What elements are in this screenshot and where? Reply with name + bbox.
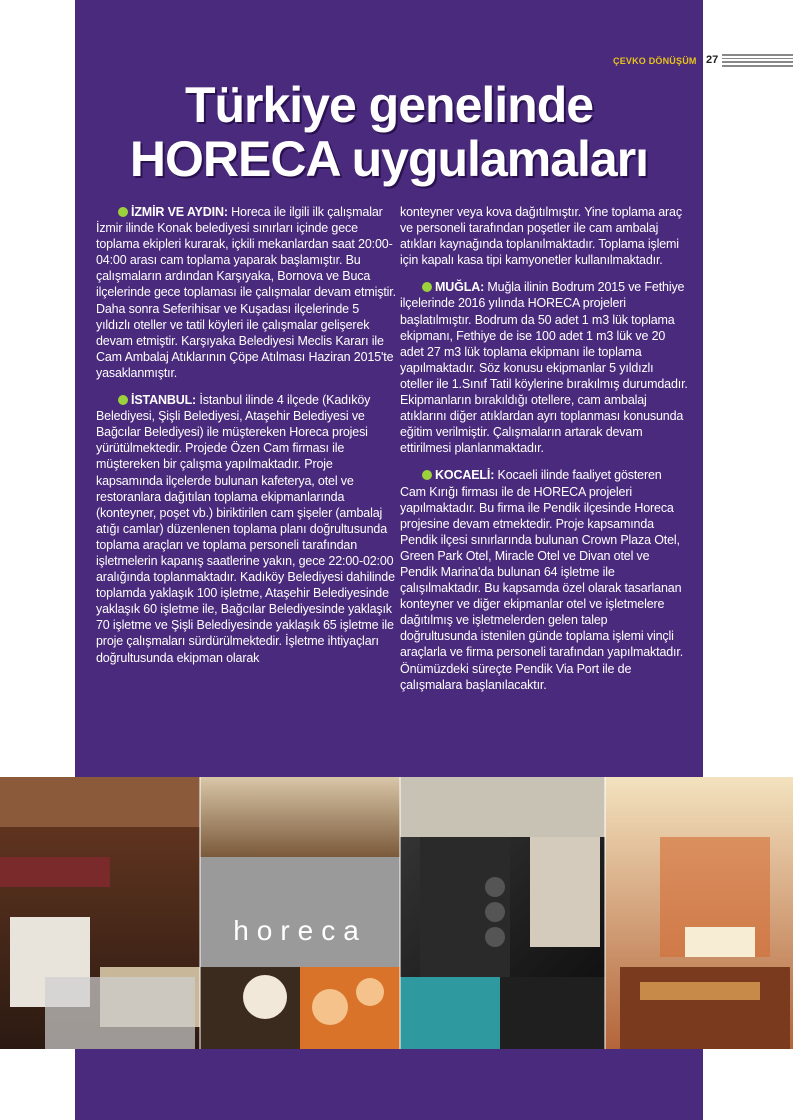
- kocaeli-lead: KOCAELİ:: [435, 468, 495, 483]
- section-label: ÇEVKO DÖNÜŞÜM: [613, 56, 697, 66]
- izmir-paragraph: [96, 204, 396, 381]
- left-column: [96, 204, 396, 677]
- mugla-text: Muğla ilinin Bodrum 2015 ve Fethiye ilçelerinde 2016 yılında HORECA projeleri başlatılmıştır. Bodrum da 50 adet 1 m3 lük toplama ekipmanı, Fethiye de ise 100 adet 1 m3 lük ve 20 adet 27 m3 lük toplama ekipmanı ile toplama yapılmaktadır. Söz konusu ekipmanlar 5 yıldızlı oteller ile 1.Sınıf Tatil köylerine bırakılmış durumdadır. Ekipmanların bırakıldığı otellere, cam ambalaj atıklarını diğer atıklardan ayrı toplanması konusunda eğitim verilmiştir. Çalışmaların artarak devam ettirilmesi planlanmaktadır.: [400, 280, 688, 456]
- istanbul-text: İstanbul ilinde 4 ilçede (Kadıköy Belediyesi, Şişli Belediyesi, Ataşehir Belediyesi ve Bağcılar Belediyesi) ile müştereken Horeca projesi yürütülmektedir. Projede Özen Cam firması ile müştereken bir çalışma yapılmaktadır. Proje kapsamında ilçelerde bulunan kafeterya, otel ve restoranlara dağıtılan toplama ekipmanlarında (konteyner, poşet vb.) biriktirilen cam şişeler (ambalaj atığı camlar) düzenlenen toplama planı doğrultusunda toplama araçları ve toplama personeli tarafından işletmelerin kapanış saatlerine yakın, gece 22:00-02:00 aralığında toplanmaktadır. Kadıköy Belediyesi dahilinde toplamda yaklaşık 100 işletme, Ataşehir Belediyesinde yaklaşık 60 işletme ile, Bağcılar Belediyesinde yaklaşık 70 işletme ve Şişli Belediyesinde yaklaşık 65 işletme ile proje çalışmaları sürdürülmektedir. İşletme ihtiyaçları doğrultusunda ekipman olarak: [96, 393, 395, 665]
- istanbul-lead: İSTANBUL:: [131, 393, 197, 408]
- mugla-lead: MUĞLA:: [435, 280, 485, 295]
- title-line-2: HORECA uygulamaları: [129, 131, 649, 187]
- header-decorative-lines: [722, 54, 793, 68]
- mugla-paragraph: [400, 279, 688, 456]
- bullet-icon: [422, 282, 432, 292]
- page-number: 27: [706, 54, 719, 66]
- izmir-lead: İZMİR VE AYDIN:: [131, 205, 228, 219]
- bullet-icon: [422, 470, 432, 480]
- istanbul-paragraph: [96, 392, 396, 666]
- izmir-text: Horeca ile ilgili ilk çalışmalar İzmir ilinde Konak belediyesi sınırları içinde gece toplama ekipleri kurarak, içkili mekanlardan saat 20:00-04:00 arası cam toplama yaparak başlamıştır. Bu çalışmaların ardından Karşıyaka, Bornova ve Buca ilçelerinde gece toplaması ile çalışmalar devam etmiştir. Daha sonra Seferihisar ve Kuşadası ilçelerinde 5 yıldızlı oteller ve tatil köyleri ile çalışmalar gelişerek devam etmiştir. Karşıyaka Belediyesi Meclis Kararı ile Cam Ambalaj Atıklarının Çöpe Atılması Haziran 2015'te yasaklanmıştır.: [96, 205, 396, 380]
- bullet-icon: [118, 207, 128, 217]
- photo-collage: [0, 777, 793, 1049]
- horeca-caption: horeca: [233, 915, 367, 946]
- title-line-1: Türkiye genelinde: [184, 77, 594, 133]
- istanbul-continued: konteyner veya kova dağıtılmıştır. Yine toplama araç ve personeli tarafından poşetler ile cam ambalaj atıkları kaynağında toplanılmaktadır. Toplama işlemi için kapalı kasa tipi kamyonetler kullanılmaktadır.: [400, 205, 682, 268]
- right-column: [400, 204, 688, 704]
- kocaeli-text: Kocaeli ilinde faaliyet gösteren Cam Kırığı firması ile de HORECA projeleri yapılmaktadır. Bu firma ile Pendik ilçesinde Horeca projesine devam etmektedir. Proje kapsamında Pendik ilçesi sınırlarında bulunan Crown Plaza Otel, Green Park Otel, Miracle Otel ve Divan otel ve Pendik Marina'da bulunan 64 işletme ile çalışılmaktadır. Bu kapsamda özel olarak tasarlanan konteyner ve diğer ekipmanlar otel ve işletmelere dağıtılmış ve işletmelerden gelen talep doğrultusunda istenilen günde toplama işlemi vinçli araçlarla ve firma personeli tarafından yapılmaktadır. Önümüzdeki süreçte Pendik Via Port ile de çalışmalara başlanılacaktır.: [400, 468, 684, 692]
- kocaeli-paragraph: [400, 467, 688, 692]
- article-title: [75, 78, 703, 186]
- collage-illustration: [0, 777, 793, 1049]
- bullet-icon: [118, 395, 128, 405]
